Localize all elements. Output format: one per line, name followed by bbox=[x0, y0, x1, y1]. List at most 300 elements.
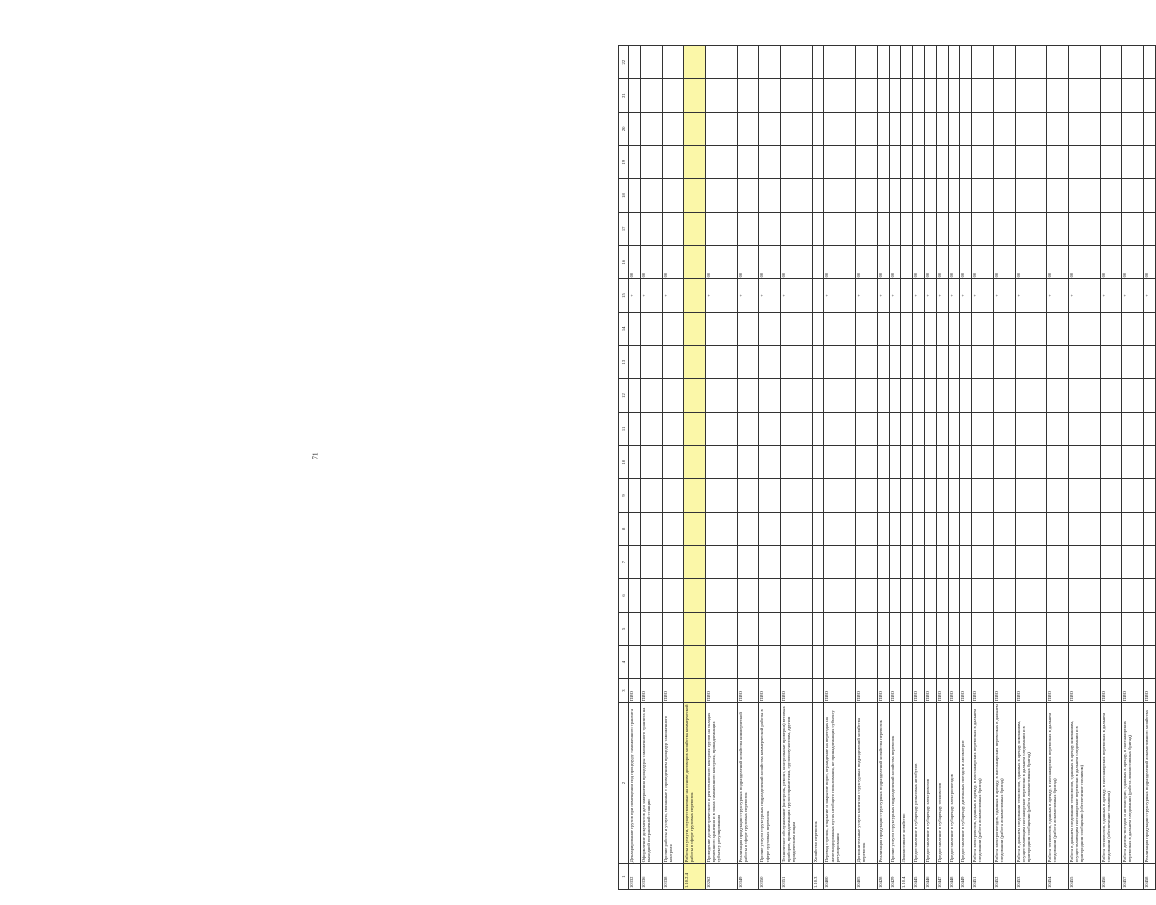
empty-cell bbox=[662, 512, 684, 545]
empty-cell bbox=[812, 212, 824, 245]
table-row bbox=[781, 46, 813, 890]
cell-code: 10452 bbox=[993, 864, 1015, 890]
header-cell: 22 bbox=[619, 46, 629, 79]
cell-c15: + bbox=[1068, 279, 1100, 312]
cell-c15: + bbox=[856, 279, 878, 312]
cell-type: ПИО bbox=[913, 679, 925, 703]
cell-c16: 00 bbox=[640, 246, 662, 279]
empty-cell bbox=[936, 379, 948, 412]
header-cell: 2 bbox=[619, 702, 629, 863]
empty-cell bbox=[993, 212, 1015, 245]
empty-cell bbox=[684, 512, 706, 545]
empty-cell bbox=[936, 212, 948, 245]
empty-cell bbox=[877, 612, 889, 645]
header-cell: 18 bbox=[619, 179, 629, 212]
table-row bbox=[684, 46, 706, 890]
empty-cell bbox=[662, 446, 684, 479]
empty-cell bbox=[629, 312, 641, 345]
empty-cell bbox=[781, 479, 813, 512]
empty-cell bbox=[877, 512, 889, 545]
empty-cell bbox=[889, 212, 901, 245]
empty-cell bbox=[1047, 545, 1069, 578]
cell-name: Техническое обслуживание (контроль, ремонт, контрольные проверки) весовых приборов, принадлежащих грузоотправителям, грузополучателям, другим юридическим лицам bbox=[781, 702, 813, 863]
empty-cell bbox=[913, 479, 925, 512]
empty-cell bbox=[936, 645, 948, 678]
empty-cell bbox=[948, 79, 960, 112]
cell-name: Работа в дальнем следовании тепловозов, сданных в аренду компаниям, осуществляющим пассажирские перевозки в дальнем следовании и в пригородном сообщении (обеспечение топливом) bbox=[1068, 702, 1100, 863]
empty-cell bbox=[972, 479, 994, 512]
cell-code: 10454 bbox=[1047, 864, 1069, 890]
cell-type: ПИО bbox=[1068, 679, 1100, 703]
empty-cell bbox=[824, 412, 856, 445]
empty-cell bbox=[1144, 212, 1156, 245]
empty-cell bbox=[759, 479, 781, 512]
cell-type: ПИО bbox=[759, 679, 781, 703]
empty-cell bbox=[812, 412, 824, 445]
cell-type: ПИО bbox=[1122, 679, 1144, 703]
empty-cell bbox=[972, 645, 994, 678]
cell-name: Реализация продукции структурных подразделений хозяйства перевозок bbox=[877, 702, 889, 863]
empty-cell bbox=[781, 79, 813, 112]
empty-cell bbox=[629, 545, 641, 578]
empty-cell bbox=[972, 79, 994, 112]
table-row bbox=[889, 46, 901, 890]
empty-cell bbox=[1047, 146, 1069, 179]
empty-cell bbox=[684, 645, 706, 678]
empty-cell bbox=[889, 79, 901, 112]
cell-c15: + bbox=[1015, 279, 1047, 312]
empty-cell bbox=[640, 612, 662, 645]
header-cell: 5 bbox=[619, 612, 629, 645]
cell-c15: + bbox=[936, 279, 948, 312]
empty-cell bbox=[924, 412, 936, 445]
empty-cell bbox=[640, 112, 662, 145]
cell-c15: + bbox=[913, 279, 925, 312]
cell-type: ПИО bbox=[781, 679, 813, 703]
empty-cell bbox=[737, 112, 759, 145]
empty-cell bbox=[1015, 179, 1047, 212]
empty-cell bbox=[936, 146, 948, 179]
empty-cell bbox=[662, 46, 684, 79]
empty-cell bbox=[629, 179, 641, 212]
empty-cell bbox=[901, 146, 913, 179]
empty-cell bbox=[936, 312, 948, 345]
empty-cell bbox=[913, 212, 925, 245]
empty-cell bbox=[913, 645, 925, 678]
empty-cell bbox=[662, 479, 684, 512]
empty-cell bbox=[1047, 479, 1069, 512]
empty-cell bbox=[889, 379, 901, 412]
cell-c16: 00 bbox=[737, 246, 759, 279]
empty-cell bbox=[877, 179, 889, 212]
empty-cell bbox=[781, 46, 813, 79]
empty-cell bbox=[856, 545, 878, 578]
empty-cell bbox=[924, 379, 936, 412]
empty-cell bbox=[1068, 479, 1100, 512]
table-row bbox=[629, 46, 641, 890]
empty-cell bbox=[1068, 312, 1100, 345]
empty-cell bbox=[889, 46, 901, 79]
empty-cell bbox=[1068, 379, 1100, 412]
empty-cell bbox=[629, 579, 641, 612]
table-row bbox=[705, 46, 737, 890]
cell-code: 10405 bbox=[856, 864, 878, 890]
empty-cell bbox=[781, 545, 813, 578]
empty-cell bbox=[640, 412, 662, 445]
empty-cell bbox=[972, 612, 994, 645]
empty-cell bbox=[1047, 312, 1069, 345]
empty-cell bbox=[1122, 545, 1144, 578]
cell-c15: + bbox=[993, 279, 1015, 312]
empty-cell bbox=[824, 112, 856, 145]
empty-cell bbox=[1015, 446, 1047, 479]
header-cell: 3 bbox=[619, 679, 629, 703]
empty-cell bbox=[1122, 46, 1144, 79]
cell-name: Перевод стрелок, открытие и закрытие ворот, ограждение на переездах на железнодорожных путях необщего пользования, не принадлежащих субъекту регулирования bbox=[824, 702, 856, 863]
empty-cell bbox=[640, 179, 662, 212]
empty-cell bbox=[1122, 212, 1144, 245]
empty-cell bbox=[1144, 412, 1156, 445]
empty-cell bbox=[812, 146, 824, 179]
empty-cell bbox=[901, 512, 913, 545]
empty-cell bbox=[1015, 79, 1047, 112]
empty-cell bbox=[781, 612, 813, 645]
empty-cell bbox=[705, 346, 737, 379]
empty-cell bbox=[759, 146, 781, 179]
cell-c16: 00 bbox=[705, 246, 737, 279]
empty-cell bbox=[812, 612, 824, 645]
cell-c15: + bbox=[1122, 279, 1144, 312]
table-row bbox=[812, 46, 824, 890]
cell-type bbox=[684, 679, 706, 703]
cell-name: Работа тепловозов, сданных в аренду, в пассажирских перевозках в дальнем следовании (работа локомотивных бригад) bbox=[1047, 702, 1069, 863]
empty-cell bbox=[960, 645, 972, 678]
cell-c15: + bbox=[1100, 279, 1122, 312]
empty-cell bbox=[684, 346, 706, 379]
cell-name: Прочие работы и услуги, связанные с проведением процедур таможенного контроля bbox=[662, 702, 684, 863]
empty-cell bbox=[1015, 212, 1047, 245]
empty-cell bbox=[972, 512, 994, 545]
empty-cell bbox=[901, 446, 913, 479]
empty-cell bbox=[889, 312, 901, 345]
empty-cell bbox=[662, 579, 684, 612]
empty-cell bbox=[737, 412, 759, 445]
empty-cell bbox=[960, 79, 972, 112]
empty-cell bbox=[705, 179, 737, 212]
empty-cell bbox=[877, 346, 889, 379]
empty-cell bbox=[705, 479, 737, 512]
empty-cell bbox=[960, 179, 972, 212]
empty-cell bbox=[1122, 346, 1144, 379]
empty-cell bbox=[1100, 79, 1122, 112]
empty-cell bbox=[824, 579, 856, 612]
empty-cell bbox=[640, 579, 662, 612]
empty-cell bbox=[856, 212, 878, 245]
empty-cell bbox=[901, 212, 913, 245]
cell-c15: + bbox=[972, 279, 994, 312]
empty-cell bbox=[1122, 612, 1144, 645]
empty-cell bbox=[936, 545, 948, 578]
cell-code: 10446 bbox=[924, 864, 936, 890]
cell-name: Предоставление в субаренду рельсовых автобусов bbox=[913, 702, 925, 863]
empty-cell bbox=[812, 645, 824, 678]
empty-cell bbox=[812, 112, 824, 145]
empty-cell bbox=[759, 46, 781, 79]
empty-cell bbox=[1015, 545, 1047, 578]
empty-cell bbox=[972, 446, 994, 479]
empty-cell bbox=[1068, 146, 1100, 179]
empty-cell bbox=[913, 446, 925, 479]
table-row bbox=[924, 46, 936, 890]
empty-cell bbox=[824, 346, 856, 379]
empty-cell bbox=[948, 112, 960, 145]
empty-cell bbox=[924, 612, 936, 645]
empty-cell bbox=[913, 179, 925, 212]
cell-c16: 00 bbox=[972, 246, 994, 279]
cell-c15: + bbox=[759, 279, 781, 312]
empty-cell bbox=[662, 312, 684, 345]
empty-cell bbox=[1100, 179, 1122, 212]
cell-c15: + bbox=[960, 279, 972, 312]
empty-cell bbox=[901, 579, 913, 612]
empty-cell bbox=[705, 612, 737, 645]
empty-cell bbox=[948, 379, 960, 412]
empty-cell bbox=[629, 79, 641, 112]
cell-type: ПИО bbox=[662, 679, 684, 703]
cell-code: 10429 bbox=[889, 864, 901, 890]
header-cell: 4 bbox=[619, 645, 629, 678]
empty-cell bbox=[1015, 479, 1047, 512]
cell-c15: + bbox=[705, 279, 737, 312]
empty-cell bbox=[781, 446, 813, 479]
empty-cell bbox=[901, 346, 913, 379]
empty-cell bbox=[1047, 612, 1069, 645]
cell-name: Дополнительные услуги клиентам структурных подразделений хозяйства перевозок bbox=[856, 702, 878, 863]
empty-cell bbox=[1015, 146, 1047, 179]
empty-cell bbox=[640, 346, 662, 379]
cell-c16: 00 bbox=[824, 246, 856, 279]
empty-cell bbox=[737, 512, 759, 545]
table-row bbox=[640, 46, 662, 890]
empty-cell bbox=[993, 512, 1015, 545]
empty-cell bbox=[759, 79, 781, 112]
empty-cell bbox=[1068, 79, 1100, 112]
cell-c16: 00 bbox=[662, 246, 684, 279]
empty-cell bbox=[662, 346, 684, 379]
empty-cell bbox=[684, 79, 706, 112]
empty-cell bbox=[640, 446, 662, 479]
empty-cell bbox=[1122, 446, 1144, 479]
empty-cell bbox=[1015, 612, 1047, 645]
empty-cell bbox=[737, 212, 759, 245]
empty-cell bbox=[781, 112, 813, 145]
cell-type: ПИО bbox=[1015, 679, 1047, 703]
empty-cell bbox=[1068, 412, 1100, 445]
empty-cell bbox=[1068, 112, 1100, 145]
empty-cell bbox=[705, 312, 737, 345]
empty-cell bbox=[913, 612, 925, 645]
header-cell: 6 bbox=[619, 579, 629, 612]
empty-cell bbox=[640, 512, 662, 545]
empty-cell bbox=[1122, 179, 1144, 212]
cell-c16: 00 bbox=[993, 246, 1015, 279]
empty-cell bbox=[913, 545, 925, 578]
empty-cell bbox=[856, 346, 878, 379]
empty-cell bbox=[1100, 146, 1122, 179]
empty-cell bbox=[824, 479, 856, 512]
empty-cell bbox=[913, 312, 925, 345]
cell-type: ПИО bbox=[629, 679, 641, 703]
empty-cell bbox=[1068, 645, 1100, 678]
empty-cell bbox=[948, 146, 960, 179]
empty-cell bbox=[889, 112, 901, 145]
empty-cell bbox=[972, 179, 994, 212]
cell-code: 10447 bbox=[936, 864, 948, 890]
empty-cell bbox=[1047, 446, 1069, 479]
empty-cell bbox=[1068, 346, 1100, 379]
empty-cell bbox=[629, 379, 641, 412]
services-table bbox=[618, 45, 1156, 890]
empty-cell bbox=[812, 46, 824, 79]
table-row bbox=[877, 46, 889, 890]
empty-cell bbox=[960, 112, 972, 145]
table-body bbox=[629, 46, 1156, 890]
empty-cell bbox=[960, 479, 972, 512]
table-row bbox=[1144, 46, 1156, 890]
empty-cell bbox=[948, 545, 960, 578]
empty-cell bbox=[1100, 412, 1122, 445]
empty-cell bbox=[1100, 512, 1122, 545]
empty-cell bbox=[877, 212, 889, 245]
empty-cell bbox=[972, 212, 994, 245]
empty-cell bbox=[1068, 512, 1100, 545]
empty-cell bbox=[993, 545, 1015, 578]
header-cell: 11 bbox=[619, 412, 629, 445]
empty-cell bbox=[824, 612, 856, 645]
empty-cell bbox=[856, 479, 878, 512]
cell-name: Работа электровозов, сданных в аренду, в пассажирских перевозках в дальнем следовании (работа локомотивных бригад) bbox=[972, 702, 994, 863]
cell-type: ПИО bbox=[972, 679, 994, 703]
empty-cell bbox=[759, 645, 781, 678]
empty-cell bbox=[913, 412, 925, 445]
header-cell: 14 bbox=[619, 312, 629, 345]
cell-code: 1.10.2.4 bbox=[684, 864, 706, 890]
empty-cell bbox=[705, 379, 737, 412]
empty-cell bbox=[1068, 179, 1100, 212]
empty-cell bbox=[781, 645, 813, 678]
empty-cell bbox=[1015, 579, 1047, 612]
empty-cell bbox=[1144, 545, 1156, 578]
header-cell: 13 bbox=[619, 346, 629, 379]
empty-cell bbox=[1068, 446, 1100, 479]
empty-cell bbox=[684, 545, 706, 578]
cell-c16: 00 bbox=[936, 246, 948, 279]
empty-cell bbox=[877, 479, 889, 512]
empty-cell bbox=[737, 479, 759, 512]
empty-cell bbox=[856, 79, 878, 112]
empty-cell bbox=[960, 446, 972, 479]
empty-cell bbox=[662, 612, 684, 645]
empty-cell bbox=[948, 612, 960, 645]
empty-cell bbox=[640, 312, 662, 345]
empty-cell bbox=[924, 212, 936, 245]
empty-cell bbox=[1100, 446, 1122, 479]
table-row bbox=[1015, 46, 1047, 890]
empty-cell bbox=[684, 579, 706, 612]
empty-cell bbox=[913, 379, 925, 412]
empty-cell bbox=[913, 79, 925, 112]
empty-cell bbox=[856, 645, 878, 678]
empty-cell bbox=[877, 545, 889, 578]
empty-cell bbox=[1122, 412, 1144, 445]
empty-cell bbox=[812, 379, 824, 412]
page-number: 71 bbox=[311, 452, 320, 460]
table-row bbox=[824, 46, 856, 890]
empty-cell bbox=[737, 446, 759, 479]
empty-cell bbox=[737, 312, 759, 345]
empty-cell bbox=[901, 645, 913, 678]
table-row bbox=[901, 46, 913, 890]
empty-cell bbox=[662, 212, 684, 245]
cell-name: Работа тепловозов, сданных в аренду, в пассажирских перевозках в дальнем следовании (обеспечение топливом) bbox=[1100, 702, 1122, 863]
empty-cell bbox=[1100, 312, 1122, 345]
header-cell: 17 bbox=[619, 212, 629, 245]
cell-type: ПИО bbox=[993, 679, 1015, 703]
empty-cell bbox=[1068, 212, 1100, 245]
empty-cell bbox=[856, 112, 878, 145]
empty-cell bbox=[1100, 545, 1122, 578]
empty-cell bbox=[960, 312, 972, 345]
header-cell: 8 bbox=[619, 512, 629, 545]
empty-cell bbox=[662, 412, 684, 445]
cell-c15: + bbox=[662, 279, 684, 312]
cell-name: Работа дизель-поездов и автомотрис, сданных в аренду, в пассажирских перевозках в дальнем следовании (работа локомотивных бригад) bbox=[1122, 702, 1144, 863]
empty-cell bbox=[960, 545, 972, 578]
empty-cell bbox=[1015, 346, 1047, 379]
empty-cell bbox=[960, 146, 972, 179]
cell-type: ПИО bbox=[737, 679, 759, 703]
empty-cell bbox=[737, 545, 759, 578]
table-row bbox=[993, 46, 1015, 890]
cell-code: 1.10.3 bbox=[812, 864, 824, 890]
empty-cell bbox=[824, 212, 856, 245]
empty-cell bbox=[913, 512, 925, 545]
empty-cell bbox=[993, 579, 1015, 612]
empty-cell bbox=[889, 579, 901, 612]
empty-cell bbox=[877, 312, 889, 345]
empty-cell bbox=[936, 412, 948, 445]
empty-cell bbox=[812, 312, 824, 345]
empty-cell bbox=[824, 545, 856, 578]
empty-cell bbox=[856, 179, 878, 212]
header-cell: 7 bbox=[619, 545, 629, 578]
empty-cell bbox=[1068, 579, 1100, 612]
empty-cell bbox=[1144, 46, 1156, 79]
rotated-table-container bbox=[618, 45, 1156, 890]
empty-cell bbox=[924, 179, 936, 212]
empty-cell bbox=[662, 179, 684, 212]
cell-c15: + bbox=[781, 279, 813, 312]
empty-cell bbox=[889, 446, 901, 479]
cell-c15: + bbox=[948, 279, 960, 312]
empty-cell bbox=[1100, 612, 1122, 645]
empty-cell bbox=[781, 212, 813, 245]
empty-cell bbox=[1122, 645, 1144, 678]
empty-cell bbox=[856, 46, 878, 79]
empty-cell bbox=[1122, 112, 1144, 145]
empty-cell bbox=[812, 579, 824, 612]
header-row bbox=[619, 46, 629, 890]
